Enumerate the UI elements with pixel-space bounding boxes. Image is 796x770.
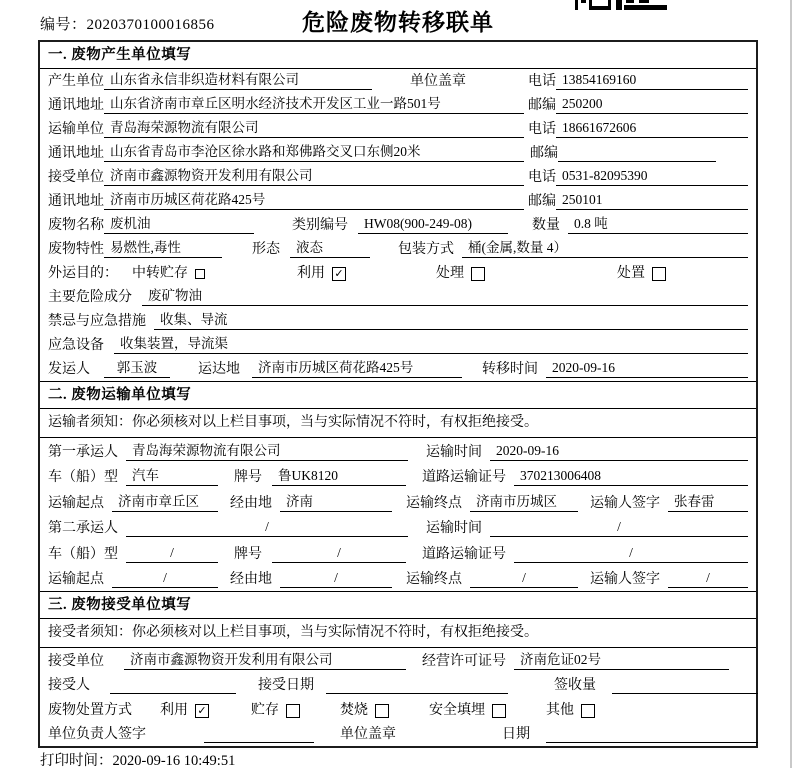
- responsible-sign-label: 单位负责人签字: [48, 727, 146, 742]
- disposal-landfill-label: 安全填埋: [429, 702, 485, 718]
- route1-via-value: 济南: [280, 490, 392, 512]
- receiver-unit-label: 接受单位: [48, 170, 104, 185]
- producer-unit-label: 产生单位: [48, 74, 104, 89]
- destination-value: 济南市历城区荷花路425号: [252, 356, 462, 378]
- section2-title: 二. 废物运输单位填写: [40, 381, 756, 409]
- route2-sign-value: /: [668, 570, 748, 588]
- emergency-measures-value: 收集、导流: [154, 308, 748, 330]
- row-vehicle1: [40, 464, 756, 490]
- transport-address-value: 山东省青岛市李沧区徐水路和郑佛路交叉口东侧20米: [104, 140, 524, 162]
- waste-name-value: 废机油: [104, 212, 254, 234]
- receipt-qty-value: [612, 692, 758, 694]
- disposal-store-checkbox: [286, 704, 300, 718]
- disposal-utilize-checkbox: ✓: [195, 704, 209, 718]
- section1-title: 一. 废物产生单位填写: [40, 42, 756, 69]
- transport-time2-value: /: [490, 519, 748, 537]
- row-dispatcher: [40, 357, 756, 381]
- row-receiver-address: [40, 189, 756, 213]
- page-edge-line: [790, 0, 792, 768]
- transport-time1-value: 2020-09-16: [490, 443, 748, 461]
- disposal-incinerate-label: 焚烧: [340, 702, 368, 718]
- vehicle1-plate-label: 牌号: [234, 470, 262, 485]
- waste-traits-label: 废物特性: [48, 242, 104, 257]
- row-receiver-unit: [40, 165, 756, 189]
- print-time: [40, 749, 235, 770]
- row-first-carrier: [40, 438, 756, 464]
- row-accept-unit: [40, 648, 756, 673]
- disposal-other-checkbox: [581, 704, 595, 718]
- purpose-option-treat-label: 处理: [436, 266, 464, 281]
- route1-sign-label: 运输人签字: [590, 495, 660, 511]
- producer-phone-value: 13854169160: [556, 72, 748, 90]
- waste-code-label: 类别编号: [292, 218, 348, 233]
- receiver-address-value: 济南市历城区荷花路425号: [104, 188, 524, 210]
- waste-qty-value: 0.8 吨: [568, 212, 748, 234]
- waste-form-value: 液态: [290, 236, 370, 258]
- section3-title: 三. 废物接受单位填写: [40, 591, 756, 619]
- transport-unit-value: 青岛海荣源物流有限公司: [104, 116, 524, 138]
- transport-time2-label: 运输时间: [426, 521, 482, 536]
- manifest-form: [38, 40, 758, 748]
- row-waste-traits: [40, 237, 756, 261]
- route1-end-value: 济南市历城区: [470, 490, 578, 512]
- waste-pack-label: 包装方式: [398, 242, 454, 257]
- transfer-time-label: 转移时间: [482, 362, 538, 377]
- transfer-purpose-label: 外运目的：: [48, 266, 118, 281]
- waste-pack-value: 桶(金属,数量 4）: [462, 236, 748, 258]
- row-transport-address: [40, 141, 756, 165]
- transfer-time-value: 2020-09-16: [546, 360, 748, 378]
- hazard-component-value: 废矿物油: [142, 284, 748, 306]
- waste-code-value: HW08(900-249-08): [358, 216, 508, 234]
- route2-via-value: /: [280, 570, 392, 588]
- doc-number-label: 编号：: [40, 17, 87, 33]
- accept-unit-label: 接受单位: [48, 653, 104, 669]
- transport-zip-value: [558, 160, 716, 162]
- transport-time1-label: 运输时间: [426, 444, 482, 460]
- row-second-carrier: [40, 515, 756, 541]
- accept-date-value: [326, 692, 508, 694]
- purpose-option-storage-label: 中转贮存: [132, 266, 188, 281]
- license-value: 济南危证02号: [514, 648, 729, 670]
- transport-phone-label: 电话: [528, 122, 556, 137]
- row-waste-name: [40, 213, 756, 237]
- vehicle2-type-value: /: [126, 545, 218, 563]
- unit-seal-label: 单位盖章: [340, 727, 396, 742]
- receiver-zip-value: 250101: [556, 192, 748, 210]
- route2-via-label: 经由地: [230, 572, 272, 587]
- purpose-option-dispose-label: 处置: [617, 266, 645, 281]
- route1-sign-value: 张春雷: [668, 490, 748, 512]
- purpose-storage-checkbox: [195, 269, 205, 279]
- row-disposal-method: [40, 697, 756, 722]
- row-acceptor: [40, 673, 756, 698]
- acceptor-value: [110, 692, 236, 694]
- route1-start-value: 济南市章丘区: [112, 490, 218, 512]
- sign-date-label: 日期: [502, 727, 530, 742]
- vehicle1-type-label: 车（船）型: [48, 470, 118, 485]
- waste-qty-label: 数量: [532, 218, 560, 233]
- vehicle2-type-label: 车（船）型: [48, 546, 118, 562]
- first-carrier-value: 青岛海荣源物流有限公司: [126, 439, 408, 461]
- disposal-store-label: 贮存: [251, 702, 279, 718]
- doc-number-value: 2020370100016856: [86, 17, 215, 33]
- row-route2: [40, 566, 756, 592]
- accept-unit-value: 济南市鑫源物资开发利用有限公司: [124, 648, 406, 670]
- receiver-phone-label: 电话: [528, 170, 556, 185]
- disposal-landfill-checkbox: [492, 704, 506, 718]
- producer-phone-label: 电话: [528, 74, 556, 89]
- page-title: 危险废物转移联单: [302, 10, 494, 35]
- transport-unit-label: 运输单位: [48, 122, 104, 137]
- producer-seal-label: 单位盖章: [410, 74, 466, 89]
- row-producer-address: [40, 93, 756, 117]
- receiver-phone-value: 0531-82095390: [556, 168, 748, 186]
- row-hazard-component: [40, 285, 756, 309]
- disposal-incinerate-checkbox: [375, 704, 389, 718]
- producer-address-value: 山东省济南市章丘区明水经济技术开发区工业一路501号: [104, 92, 524, 114]
- print-time-value: 2020-09-16 10:49:51: [112, 753, 236, 769]
- row-transport-unit: [40, 117, 756, 141]
- row-vehicle2: [40, 540, 756, 566]
- row-emergency-equipment: [40, 333, 756, 357]
- producer-zip-label: 邮编: [528, 98, 556, 113]
- dispatcher-value: 郭玉波: [104, 356, 170, 378]
- license-label: 经营许可证号: [422, 653, 506, 669]
- row-route1: [40, 489, 756, 515]
- receiver-unit-value: 济南市鑫源物资开发利用有限公司: [104, 164, 524, 186]
- vehicle1-road-value: 370213006408: [514, 468, 748, 486]
- second-carrier-value: /: [126, 519, 408, 537]
- emergency-equipment-label: 应急设备: [48, 338, 104, 353]
- vehicle1-type-value: 汽车: [126, 464, 218, 486]
- route2-end-value: /: [470, 570, 578, 588]
- purpose-dispose-checkbox: [652, 267, 666, 281]
- waste-traits-value: 易燃性,毒性: [104, 236, 222, 258]
- emergency-measures-label: 禁忌与应急措施: [48, 314, 146, 329]
- hazard-component-label: 主要危险成分: [48, 290, 132, 305]
- transport-phone-value: 18661672606: [556, 120, 748, 138]
- vehicle1-plate-value: 鲁UK8120: [272, 464, 406, 486]
- route2-start-label: 运输起点: [48, 572, 104, 587]
- vehicle2-road-label: 道路运输证号: [422, 546, 506, 562]
- receiver-address-label: 通讯地址: [48, 194, 104, 209]
- accept-date-label: 接受日期: [258, 678, 314, 693]
- row-producer-unit: [40, 69, 756, 93]
- transport-address-label: 通讯地址: [48, 146, 104, 161]
- row-transfer-purpose: [40, 261, 756, 285]
- purpose-utilize-checkbox: ✓: [332, 267, 346, 281]
- producer-address-label: 通讯地址: [48, 98, 104, 113]
- second-carrier-label: 第二承运人: [48, 521, 118, 536]
- row-responsible-signature: [40, 722, 756, 747]
- vehicle1-road-label: 道路运输证号: [422, 470, 506, 485]
- route1-end-label: 运输终点: [406, 495, 462, 511]
- vehicle2-road-value: /: [514, 545, 748, 563]
- purpose-treat-checkbox: [471, 267, 485, 281]
- vehicle2-plate-value: /: [272, 545, 406, 563]
- route1-start-label: 运输起点: [48, 495, 104, 511]
- dispatcher-label: 发运人: [48, 362, 90, 377]
- first-carrier-label: 第一承运人: [48, 444, 118, 460]
- route2-start-value: /: [112, 570, 218, 588]
- producer-unit-value: 山东省永信非织造材料有限公司: [104, 68, 372, 90]
- print-time-label: 打印时间：: [40, 753, 113, 769]
- sign-date-value: [546, 741, 758, 743]
- vehicle2-plate-label: 牌号: [234, 546, 262, 562]
- emergency-equipment-value: 收集装置，导流渠: [114, 332, 748, 354]
- disposal-method-label: 废物处置方式: [48, 702, 132, 718]
- route1-via-label: 经由地: [230, 495, 272, 511]
- transport-zip-label: 邮编: [530, 146, 558, 161]
- destination-label: 运达地: [198, 362, 240, 377]
- producer-zip-value: 250200: [556, 96, 748, 114]
- route2-sign-label: 运输人签字: [590, 572, 660, 587]
- section2-notice: 运输者须知：你必须核对以上栏目事项，当与实际情况不符时，有权拒绝接受。: [40, 409, 756, 438]
- acceptor-label: 接受人: [48, 678, 90, 693]
- qr-code-fragment: [575, 0, 667, 11]
- route2-end-label: 运输终点: [406, 572, 462, 587]
- purpose-option-utilize-label: 利用: [297, 266, 325, 281]
- receiver-zip-label: 邮编: [528, 194, 556, 209]
- receipt-qty-label: 签收量: [554, 678, 596, 693]
- waste-form-label: 形态: [252, 242, 280, 257]
- section3-notice: 接受者须知：你必须核对以上栏目事项，当与实际情况不符时，有权拒绝接受。: [40, 619, 756, 648]
- waste-name-label: 废物名称: [48, 218, 104, 233]
- row-emergency-measures: [40, 309, 756, 333]
- disposal-utilize-label: 利用: [160, 702, 188, 718]
- responsible-sign-value: [204, 741, 314, 743]
- disposal-other-label: 其他: [546, 702, 574, 718]
